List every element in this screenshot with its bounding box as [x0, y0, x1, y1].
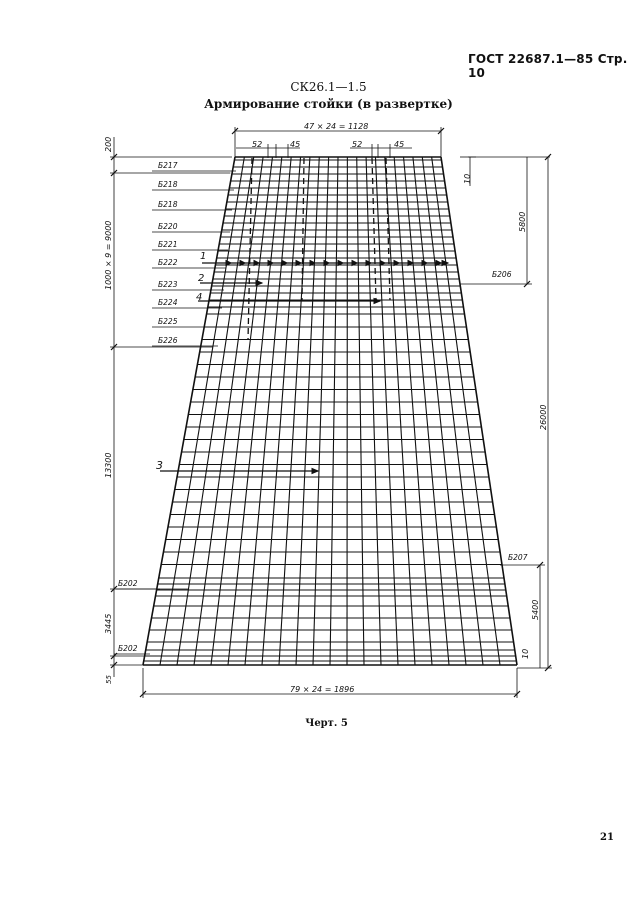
- vertical-bar: [357, 157, 364, 665]
- dim-right-5400: 5400: [531, 599, 540, 620]
- page-number: 21: [600, 832, 614, 843]
- mesh-label: Б222: [158, 258, 178, 267]
- caption-text: Черт. 5: [305, 718, 348, 729]
- rebar-arrow-2-head: [256, 281, 262, 286]
- dim-spacing-right-a: 52: [352, 140, 363, 149]
- model-code: СК26.1—1.5: [290, 80, 367, 94]
- dim-right-10-bottom: 10: [521, 648, 530, 659]
- dim-left-3445: 3445: [104, 613, 113, 634]
- dim-spacing-right-b: 45: [394, 140, 405, 149]
- vertical-bar: [194, 157, 263, 665]
- mesh-label: Б225: [158, 317, 178, 326]
- dim-left-55: 55: [105, 675, 113, 684]
- document-header: ГОСТ 22687.1—85 Стр. 10: [468, 52, 628, 80]
- mesh-label: Б221: [158, 240, 178, 249]
- vertical-bar: [413, 157, 466, 665]
- drawing-labels: [104, 122, 548, 694]
- vertical-bar: [330, 157, 338, 665]
- bottom-label: Б202: [118, 579, 138, 588]
- rebar-arrow-4-head: [374, 299, 380, 304]
- bottom-label: Б202: [118, 644, 138, 653]
- mesh-label: Б226: [158, 336, 178, 345]
- dim-right-5800: 5800: [518, 211, 527, 232]
- mesh-label: Б220: [158, 222, 178, 231]
- mesh-label: Б223: [158, 280, 178, 289]
- right-label: Б206: [492, 270, 512, 279]
- dim-spacing-left-b: 45: [290, 140, 301, 149]
- figure-caption: [0, 718, 629, 729]
- rebar-arrow-3-head: [312, 469, 318, 474]
- rebar-mark: 4: [196, 292, 203, 303]
- reinforcement-mesh: [143, 157, 517, 665]
- dim-right-26000: 26000: [539, 404, 548, 430]
- rebar-mark: 2: [198, 273, 205, 284]
- dim-left-9000: 1000 × 9 = 9000: [104, 220, 113, 290]
- dim-right-10-top: 10: [463, 173, 472, 184]
- right-label: Б207: [508, 553, 528, 562]
- vertical-bar: [228, 157, 282, 665]
- dim-bottom-width: 79 × 24 = 1896: [290, 685, 355, 694]
- mesh-label: Б224: [158, 298, 178, 307]
- dim-top-width: 47 × 24 = 1128: [304, 122, 369, 131]
- dim-left-200: 200: [104, 136, 113, 152]
- rebar-mark: 1: [200, 251, 207, 262]
- mesh-label: Б218: [158, 180, 178, 189]
- dim-spacing-left-a: 52: [252, 140, 263, 149]
- dim-left-13300: 13300: [104, 452, 113, 478]
- rebar-mark: 3: [156, 459, 163, 472]
- mesh-label: Б217: [158, 161, 178, 170]
- subtitle-text: Армирование стойки (в развертке): [204, 97, 453, 111]
- mesh-label: Б218: [158, 200, 178, 209]
